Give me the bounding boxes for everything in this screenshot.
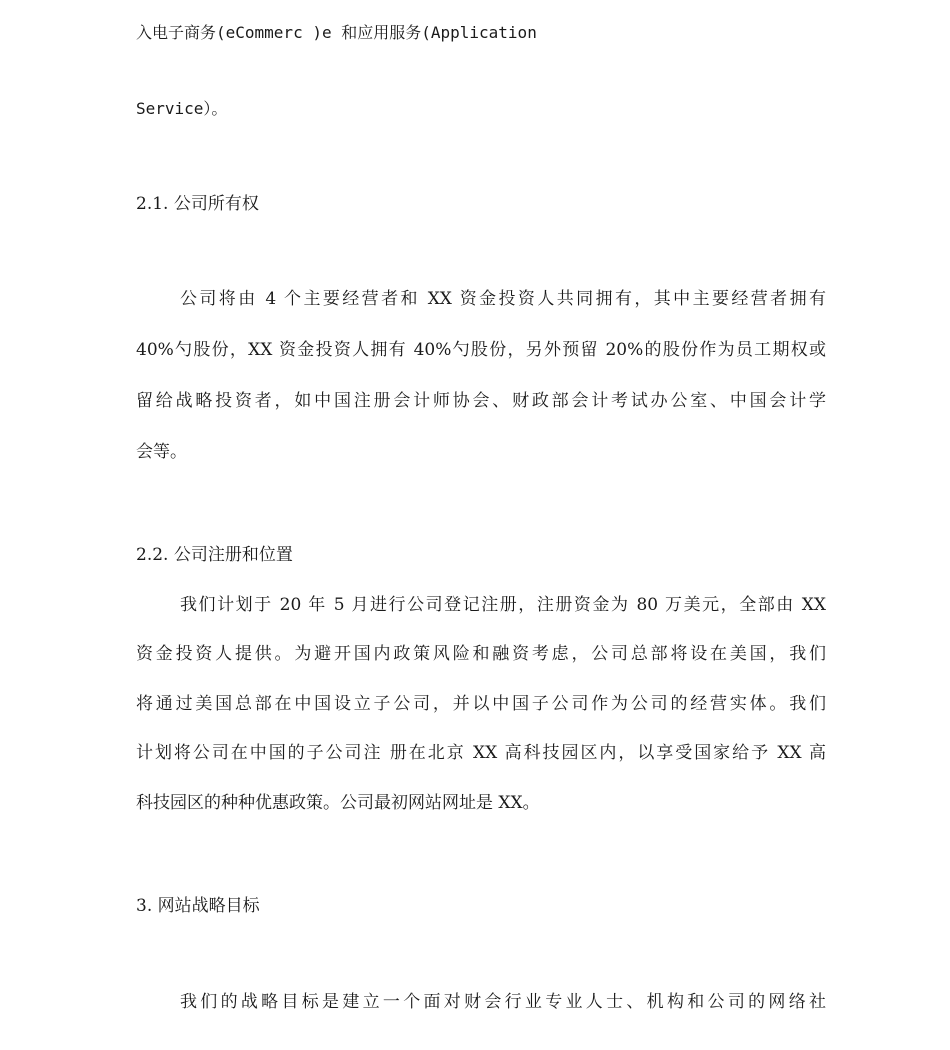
paragraph-line: 我们的战略目标是建立一个面对财会行业专业人士、机构和公司的网络社 — [180, 992, 826, 1012]
section-heading-2-2: 2.2. 公司注册和位置 — [136, 545, 293, 565]
paragraph-line: 将通过美国总部在中国设立子公司，并以中国子公司作为公司的经营实体。我们 — [136, 694, 826, 714]
section-heading-2-1: 2.1. 公司所有权 — [136, 194, 259, 214]
paragraph-line: 资金投资人提供。为避开国内政策风险和融资考虑，公司总部将设在美国，我们 — [136, 644, 826, 664]
paragraph-line: 科技园区的种种优惠政策。公司最初网站网址是 XX。 — [136, 793, 540, 813]
paragraph-line: 会等。 — [136, 442, 187, 462]
paragraph-line: 40%勺股份，XX 资金投资人拥有 40%勺股份，另外预留 20%的股份作为员工期权或 — [136, 340, 826, 360]
intro-line-2: Service）。 — [136, 99, 228, 118]
paragraph-line: 计划将公司在中国的子公司注 册在北京 XX 高科技园区内，以享受国家给予 XX 高 — [136, 743, 826, 763]
paragraph-line: 公司将由 4 个主要经营者和 XX 资金投资人共同拥有，其中主要经营者拥有 — [180, 289, 826, 309]
section-heading-3: 3. 网站战略目标 — [136, 896, 260, 916]
paragraph-line: 我们计划于 20 年 5 月进行公司登记注册，注册资金为 80 万美元，全部由 XX — [180, 595, 826, 615]
intro-line-1: 入电子商务(eCommerc )e 和应用服务(Application — [136, 23, 537, 42]
paragraph-line: 留给战略投资者，如中国注册会计师协会、财政部会计考试办公室、中国会计学 — [136, 391, 826, 411]
